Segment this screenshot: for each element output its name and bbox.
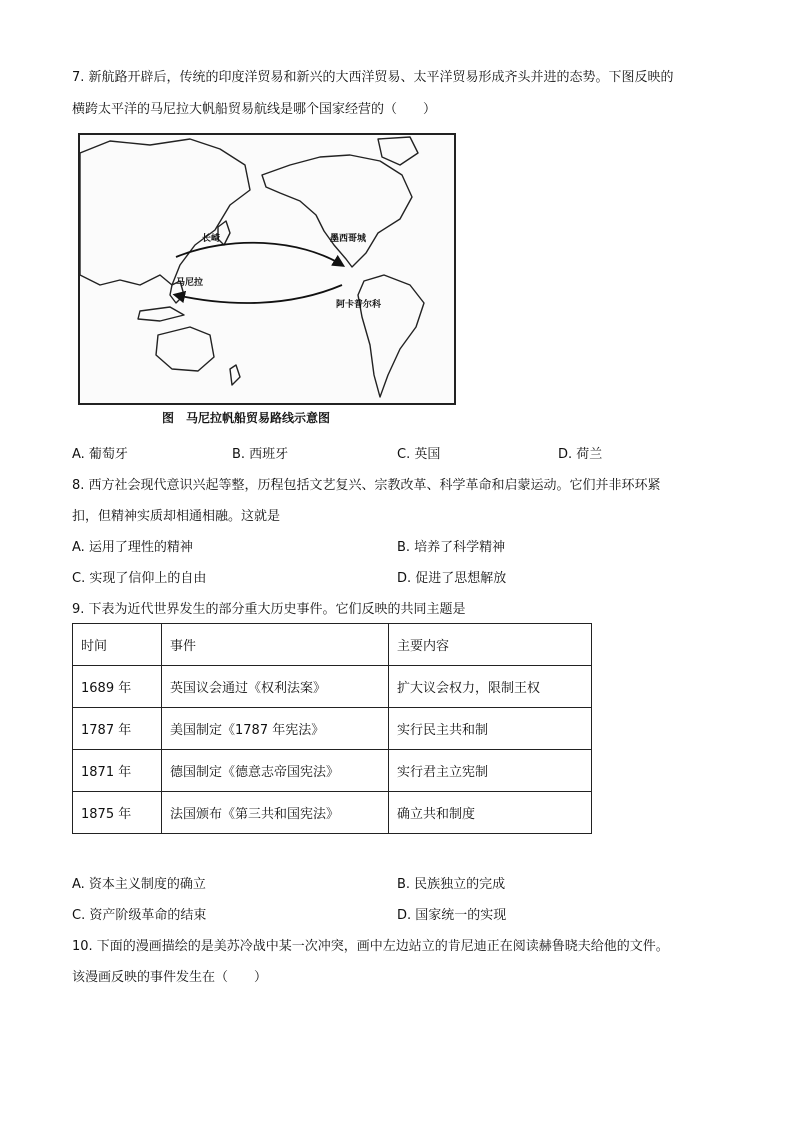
greenland-island — [378, 137, 418, 165]
q8-stem-line2: 扣，但精神实质却相通相融。这就是 — [72, 509, 281, 524]
asia-landmass — [80, 139, 250, 285]
table-cell-event: 英国议会通过《权利法案》 — [162, 666, 389, 708]
table-header: 主要内容 — [389, 624, 592, 666]
q9-stem-line1: 9. 下表为近代世界发生的部分重大历史事件。它们反映的共同主题是 — [72, 602, 466, 617]
table-cell-event: 德国制定《德意志帝国宪法》 — [162, 750, 389, 792]
q7-option-d[interactable]: D. 荷兰 — [558, 447, 603, 462]
q8-option-b[interactable]: B. 培养了科学精神 — [397, 540, 506, 555]
new-zealand-island — [230, 365, 240, 385]
map-label-manila: 马尼拉 — [176, 278, 204, 288]
history-events-table — [72, 623, 592, 834]
table-cell-year: 1787 年 — [73, 708, 162, 750]
q10-stem-line2: 该漫画反映的事件发生在（ ） — [72, 970, 268, 985]
table-row — [73, 792, 592, 834]
route-eastbound — [176, 243, 342, 265]
table-cell-content: 实行君主立宪制 — [389, 750, 592, 792]
table-row — [73, 666, 592, 708]
table-header: 时间 — [73, 624, 162, 666]
q7-stem-line1: 7. 新航路开辟后，传统的印度洋贸易和新兴的大西洋贸易、太平洋贸易形成齐头并进的态势。下图反映的 — [72, 70, 674, 85]
table-row — [73, 750, 592, 792]
table-cell-content: 确立共和制度 — [389, 792, 592, 834]
q9-option-c[interactable]: C. 资产阶级革命的结束 — [72, 908, 207, 923]
q8-option-a[interactable]: A. 运用了理性的精神 — [72, 540, 193, 555]
q9-option-d[interactable]: D. 国家统一的实现 — [397, 908, 507, 923]
map-label-acapulco: 阿卡普尔科 — [336, 300, 382, 310]
south-america-landmass — [358, 275, 424, 397]
table-cell-event: 法国颁布《第三共和国宪法》 — [162, 792, 389, 834]
table-cell-event: 美国制定《1787 年宪法》 — [162, 708, 389, 750]
map-caption: 图 马尼拉帆船贸易路线示意图 — [162, 411, 331, 425]
table-cell-year: 1689 年 — [73, 666, 162, 708]
table-cell-year: 1875 年 — [73, 792, 162, 834]
table-header: 事件 — [162, 624, 389, 666]
q8-stem-line1: 8. 西方社会现代意识兴起等整，历程包括文艺复兴、宗教改革、科学革命和启蒙运动。它们并非环环紧 — [72, 478, 661, 493]
table-header-row — [73, 624, 592, 666]
se-asia-islands — [138, 307, 184, 321]
map-label-nagasaki: 长崎 — [202, 234, 221, 244]
q7-stem-line2: 横跨太平洋的马尼拉大帆船贸易航线是哪个国家经营的（ ） — [72, 102, 437, 117]
q7-option-a[interactable]: A. 葡萄牙 — [72, 447, 128, 462]
q7-option-b[interactable]: B. 西班牙 — [232, 447, 289, 462]
australia-landmass — [156, 327, 214, 371]
q7-option-c[interactable]: C. 英国 — [397, 447, 441, 462]
q8-option-d[interactable]: D. 促进了思想解放 — [397, 571, 507, 586]
map-drawing — [80, 135, 454, 403]
table-cell-content: 实行民主共和制 — [389, 708, 592, 750]
q9-option-b[interactable]: B. 民族独立的完成 — [397, 877, 506, 892]
table-cell-year: 1871 年 — [73, 750, 162, 792]
q10-stem-line1: 10. 下面的漫画描绘的是美苏冷战中某一次冲突，画中左边站立的肯尼迪正在阅读赫鲁晓夫给他的文件。 — [72, 939, 669, 954]
north-america-landmass — [262, 155, 412, 267]
map-label-mexico-city: 墨西哥城 — [330, 234, 367, 244]
table-cell-content: 扩大议会权力，限制王权 — [389, 666, 592, 708]
manila-galleon-route-map — [78, 133, 456, 405]
q9-option-a[interactable]: A. 资本主义制度的确立 — [72, 877, 206, 892]
table-row — [73, 708, 592, 750]
q8-option-c[interactable]: C. 实现了信仰上的自由 — [72, 571, 207, 586]
